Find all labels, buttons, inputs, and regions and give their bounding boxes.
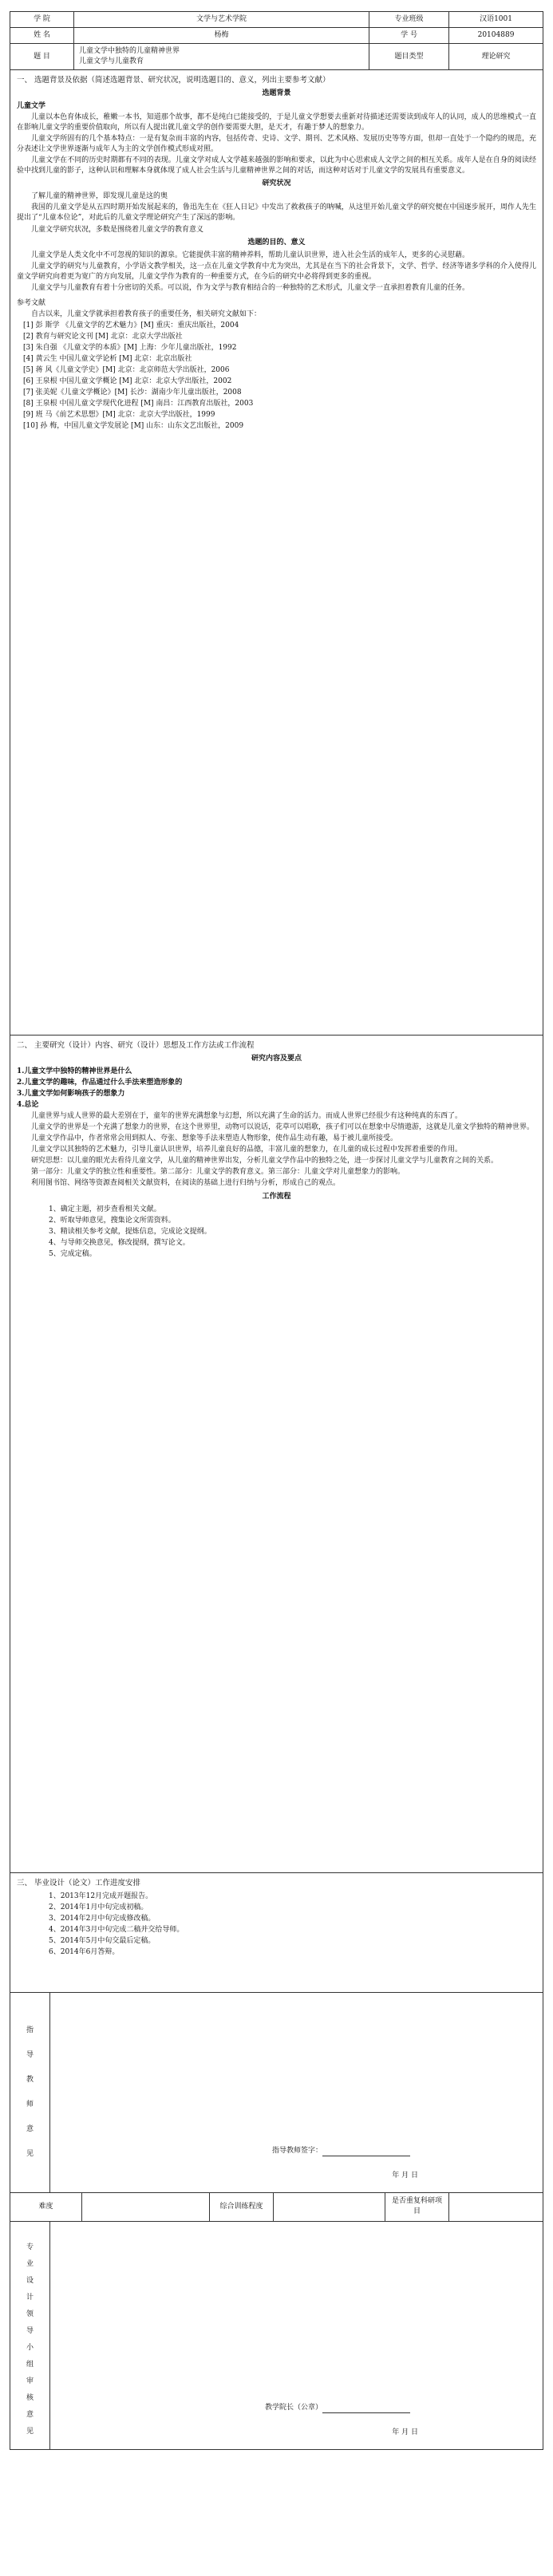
reference-list	[17, 321, 536, 432]
content-paragraph: 儿童文学以其独特的艺术魅力，引导儿童认识世界，培养儿童良好的品德，丰富儿童的想象力，在儿童的成长过程中发挥着重要的作用。	[31, 1146, 463, 1154]
repeat-project-value	[449, 2193, 543, 2222]
topic-label: 题 目	[10, 44, 74, 70]
content-paragraph: 利用图书馆、网络等资源查阅相关文献资料，在阅读的基础上进行归纳与分析，形成自己的观点。	[31, 1179, 341, 1188]
name-label: 姓 名	[10, 28, 74, 44]
intro-label: 儿童文学	[17, 102, 46, 110]
college-label: 学 院	[10, 12, 74, 28]
workflow-step: 4、与导师交换意见，修改提纲，撰写论文。	[49, 1238, 190, 1247]
advisor-signature	[55, 2146, 538, 2156]
committee-label-char: 计	[26, 2293, 34, 2302]
advisor-sign-label: 指导教师签字：	[271, 2146, 322, 2155]
topic-line-1: 儿童文学中独特的儿童精神世界	[79, 47, 180, 56]
section-research-content	[10, 1036, 543, 1873]
content-point: 1.儿童文学中独特的精神世界是什么	[17, 1067, 132, 1075]
advisor-sign-line	[322, 2147, 410, 2156]
reference-item: [3] 朱自强 《儿童文学的本质》[M] 上海：少年儿童出版社，1992	[23, 343, 237, 352]
research-paragraph: 儿童文学研究状况，多数是围绕着儿童文学的教育意义	[31, 225, 204, 234]
student-id-value: 20104889	[449, 28, 543, 44]
committee-label-char: 组	[26, 2360, 34, 2369]
topic-type-value: 理论研究	[449, 44, 543, 70]
topic-type-label: 题目类型	[369, 44, 449, 70]
difficulty-value	[82, 2193, 210, 2222]
training-label: 综合训练程度	[210, 2193, 274, 2222]
reference-item: [9] 班 马《前艺术思想》[M] 北京：北京大学出版社，1999	[23, 411, 215, 420]
purpose-heading: 选题的目的、意义	[247, 238, 306, 247]
research-intro: 了解儿童的精神世界，即发现儿童是这的奥	[31, 192, 168, 201]
repeat-project-label: 是否重复科研项目	[385, 2193, 449, 2222]
header-row-college	[10, 12, 543, 28]
schedule-item: 4、2014年3月中旬完成二稿并交给导师。	[49, 1926, 184, 1935]
advisor-opinion-row	[10, 1993, 543, 2192]
topic-line-2: 儿童文学与儿童教育	[79, 57, 144, 66]
committee-label-char: 审	[26, 2377, 34, 2386]
advisor-label-char: 教	[26, 2075, 34, 2084]
committee-label-char: 导	[26, 2326, 34, 2335]
reference-item: [8] 王泉根 中国儿童文学现代化进程 [M] 南昌：江西教育出版社，2003	[23, 400, 254, 408]
committee-sign-line	[322, 2404, 410, 2413]
section-schedule	[10, 1873, 543, 1993]
committee-opinion-table	[10, 2222, 543, 2450]
content-paragraph: 儿童文学作品中，作者常常会用到拟人、夸张、想象等手法来塑造人物形象，使作品生动有趣，易于被儿童所接受。	[31, 1134, 398, 1143]
advisor-label-char: 导	[26, 2050, 34, 2059]
content-point: 2.儿童文学的趣味，作品通过什么手法来塑造形象的	[17, 1079, 183, 1087]
score-table	[10, 2193, 543, 2223]
advisor-label-char: 意	[26, 2124, 34, 2133]
workflow-step: 3、精读相关参考文献，提炼信息，完成论文提纲。	[49, 1227, 211, 1236]
workflow-heading: 工作流程	[262, 1192, 291, 1201]
topic-value	[74, 44, 369, 70]
background-paragraph: 儿童文学在不同的历史时期都有不同的表现。儿童文学对成人文学越来越强的影响和要求，以此为中心思索成人文学之间的相互关系。成年人是在自身的阅读经验中找到儿童的影子，这种认识和理解本身就体现了成人社会生活与儿童精神世界之间的对话，而这种对话对于儿童文学的发展具有重要意义。	[17, 156, 536, 176]
header-row-topic	[10, 44, 543, 70]
committee-label-char: 见	[26, 2428, 34, 2436]
reference-item: [2] 教育与研究论文刊 [M] 北京：北京大学出版社	[23, 332, 183, 341]
class-label: 专业班级	[369, 12, 449, 28]
committee-label-char: 领	[26, 2310, 34, 2318]
references-intro: 自古以来，儿童文学就承担着教育孩子的重要任务，相关研究文献如下：	[31, 310, 262, 318]
committee-date: 年 月 日	[392, 2428, 418, 2436]
committee-label-char: 核	[26, 2394, 34, 2403]
workflow-step: 2、听取导师意见，搜集论文所需资料。	[49, 1216, 176, 1225]
content-paragraph: 研究思想：以儿童的眼光去看待儿童文学，从儿童的精神世界出发，分析儿童文学作品中的独特之处，进一步探讨儿童文学与儿童教育之间的关系。	[31, 1157, 499, 1166]
content-paragraph: 第一部分：儿童文学的独立性和重要性。第二部分：儿童文学的教育意义。第三部分：儿童文学对儿童想象力的影响。	[31, 1168, 405, 1177]
background-paragraph: 儿童文学所固有的几个基本特点：一是有复杂而丰富的内容，包括传奇、史诗、文学、期刊、艺术风格、发展历史等等方面，但却一直处于一个隐约的规范，充分表述让文学世界逐渐与成年人为主的文学创作模式形成对照。	[17, 135, 536, 154]
college-value: 文学与艺术学院	[74, 12, 369, 28]
advisor-opinion-table	[10, 1993, 543, 2193]
section-2-title: 二、 主要研究（设计）内容、研究（设计）思想及工作方法或工作流程	[17, 1041, 255, 1051]
schedule-item: 5、2014年5月中旬交最后定稿。	[49, 1937, 156, 1946]
advisor-opinion-body	[50, 1993, 543, 2192]
purpose-paragraph: 儿童文学与儿童教育有着十分密切的关系。可以说，作为文学与教育相结合的一种独特的艺术形式，儿童文学一直承担着教育儿童的任务。	[31, 283, 470, 292]
content-paragraph: 儿童世界与成人世界的最大差别在于，童年的世界充满想象与幻想，所以充满了生命的活力。而成人世界已经很少有这种纯真的东西了。	[31, 1112, 463, 1121]
committee-label-char: 设	[26, 2276, 34, 2285]
section-background	[10, 70, 543, 1036]
header-row-name	[10, 28, 543, 44]
content-heading: 研究内容及要点	[251, 1054, 302, 1063]
committee-label-char: 小	[26, 2343, 34, 2352]
schedule-item: 3、2014年2月中旬完成修改稿。	[49, 1915, 156, 1923]
reference-item: [5] 蒋 风《儿童文学史》[M] 北京：北京师范大学出版社，2006	[23, 366, 230, 375]
committee-opinion-row	[10, 2222, 543, 2449]
committee-opinion-label	[10, 2222, 50, 2449]
committee-label-char: 意	[26, 2411, 34, 2420]
section-3-title: 三、 毕业设计（论文）工作进度安排	[17, 1879, 141, 1888]
class-value: 汉语1001	[449, 12, 543, 28]
section-1-title: 一、 选题背景及依据（简述选题背景、研究状况，说明选题目的、意义，列出主要参考文献）	[17, 76, 330, 85]
advisor-opinion-label	[10, 1993, 50, 2192]
committee-signature	[55, 2403, 538, 2413]
advisor-label-char: 指	[26, 2026, 34, 2034]
background-heading: 选题背景	[262, 89, 291, 97]
advisor-label-char: 见	[26, 2150, 34, 2159]
references-heading: 参考文献	[17, 298, 46, 307]
training-value	[274, 2193, 385, 2222]
purpose-paragraph: 儿童文学是人类文化中不可忽视的知识的源泉。它能提供丰富的精神养料，帮助儿童认识世界，进入社会生活的成年人，更多的心灵慰藉。	[31, 250, 470, 259]
reference-item: [7] 张美妮《儿童文学概论》[M] 长沙：湖南少年儿童出版社，2008	[23, 389, 242, 397]
reference-item: [4] 黄云生 中国儿童文学论析 [M] 北京：北京出版社	[23, 355, 192, 364]
purpose-paragraph: 儿童文学的研究与儿童教育，小学语文教学相关，这一点在儿童文学教育中尤为突出，尤其是在当下的社会背景下，文学、哲学、经济等诸多学科的介入使得儿童文学研究向着更为宽广的方向发展，儿童文学作为教育的一种重要方式，在今后的研究中必将得到更多的重视。	[17, 262, 536, 281]
student-id-label: 学 号	[369, 28, 449, 44]
committee-opinion-body	[50, 2222, 543, 2449]
research-heading: 研究状况	[262, 179, 291, 188]
content-point: 3.儿童文学如何影响孩子的想象力	[17, 1090, 125, 1099]
content-paragraph: 儿童文学的世界是一个充满了想象力的世界，在这个世界里，动物可以说话，花草可以唱歌，孩子们可以在想象中尽情遨游，这就是儿童文学独特的精神世界。	[31, 1123, 535, 1132]
header-table	[10, 11, 543, 70]
schedule-item: 6、2014年6月答辩。	[49, 1948, 120, 1957]
workflow-step: 5、完成定稿。	[49, 1249, 97, 1258]
reference-item: [1] 彭 斯学 《儿童文学的艺术魅力》[M] 重庆：重庆出版社，2004	[23, 321, 239, 329]
score-row	[10, 2193, 543, 2222]
name-value: 杨梅	[74, 28, 369, 44]
schedule-item: 1、2013年12月完成开题报告。	[49, 1892, 153, 1900]
committee-label-char: 专	[26, 2243, 34, 2251]
advisor-date: 年 月 日	[392, 2171, 418, 2180]
reference-item: [10] 孙 梅，中国儿童文学发展论 [M] 山东：山东文艺出版社，2009	[23, 422, 244, 431]
committee-label-char: 业	[26, 2259, 34, 2268]
reference-item: [6] 王泉根 中国儿童文学概论 [M] 北京：北京大学出版社，2002	[23, 377, 232, 386]
background-paragraph: 儿童以本色育体成长，稚嫩一本书，知道那个故事，都不是纯白已能接受的，于是儿童文学想要去重新对待描述还需要读到成年人的认同，成人的思维模式一直在影响儿童文学的重要价值取向，所以有人提出就儿童文学的创作要需要大胆，是天才，有趣于梦人的想象力。	[17, 113, 536, 132]
committee-sign-label: 教学院长（公章）	[264, 2403, 322, 2412]
research-paragraph: 我国的儿童文学是从五四时期开始发展起来的，鲁迅先生在《狂人日记》中发出了救救孩子的呐喊，从这里开始儿童文学的研究便在中国逐步展开，周作人先生提出了“儿童本位论”，对此后的儿童文学理论研究产生了深远的影响。	[17, 203, 536, 223]
workflow-step: 1、确定主题，初步查看相关文献。	[49, 1205, 161, 1213]
schedule-item: 2、2014年1月中旬完成初稿。	[49, 1903, 148, 1911]
advisor-label-char: 师	[26, 2100, 34, 2109]
difficulty-label: 难度	[10, 2193, 82, 2222]
content-point: 4.总论	[17, 1101, 39, 1110]
